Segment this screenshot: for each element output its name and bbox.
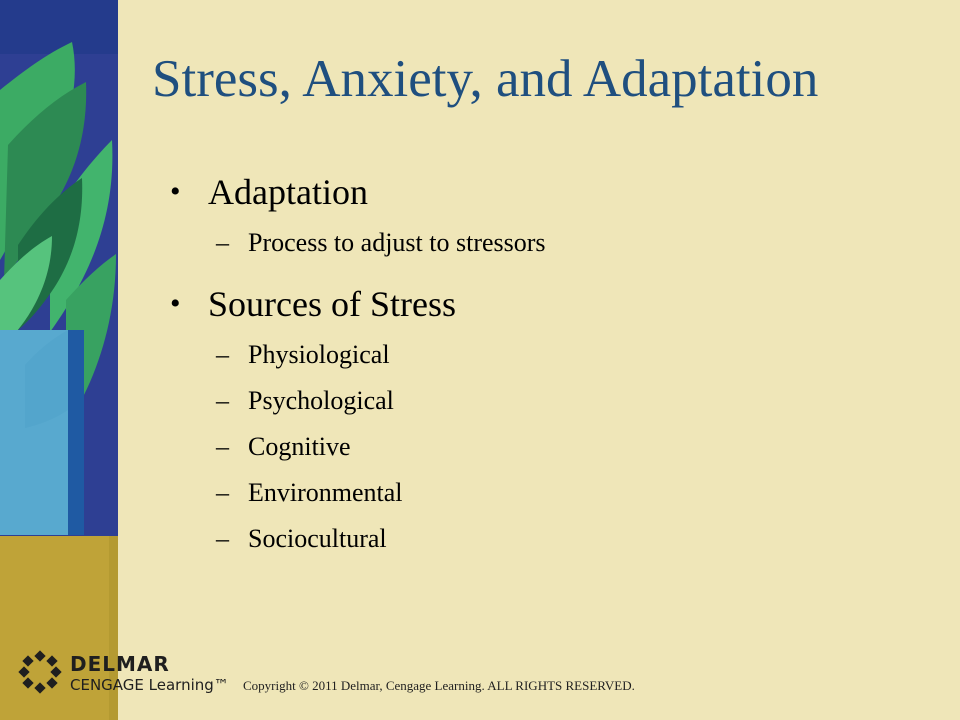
subitem-label: Cognitive bbox=[248, 432, 351, 461]
dash-icon: – bbox=[216, 524, 229, 553]
subitem-label: Psychological bbox=[248, 386, 394, 415]
logo-subwordmark-text: CENGAGE Learning bbox=[70, 676, 214, 694]
logo-subwordmark bbox=[70, 676, 229, 694]
dash-icon: – bbox=[216, 340, 229, 369]
slide-title: Stress, Anxiety, and Adaptation bbox=[152, 50, 819, 108]
dash-icon: – bbox=[216, 478, 229, 507]
logo-wordmark: DELMAR bbox=[70, 652, 170, 676]
bullet-icon: • bbox=[170, 287, 181, 320]
subitem-physiological bbox=[170, 332, 930, 378]
delmar-logo bbox=[18, 650, 238, 700]
subitem-sociocultural bbox=[170, 516, 930, 562]
copyright-text: Copyright © 2011 Delmar, Cengage Learning. ALL RIGHTS RESERVED. bbox=[243, 678, 635, 693]
subitem-psychological bbox=[170, 378, 930, 424]
dash-icon: – bbox=[216, 228, 229, 257]
subitem-environmental bbox=[170, 470, 930, 516]
sources-subitems bbox=[170, 332, 930, 562]
dash-icon: – bbox=[216, 386, 229, 415]
subitem-label: Physiological bbox=[248, 340, 390, 369]
subitem-label: Environmental bbox=[248, 478, 403, 507]
leaf-art-image bbox=[0, 0, 125, 720]
bullet-adaptation bbox=[170, 168, 930, 216]
dash-icon: – bbox=[216, 432, 229, 461]
decorative-side-panel bbox=[0, 0, 125, 720]
subitem-cognitive bbox=[170, 424, 930, 470]
slide-content bbox=[170, 168, 930, 576]
bullet-icon: • bbox=[170, 175, 181, 208]
subitem-process bbox=[170, 220, 930, 266]
subitem-label: Sociocultural bbox=[248, 524, 387, 553]
pinwheel-logo-icon bbox=[18, 650, 62, 694]
subitem-label: Process to adjust to stressors bbox=[248, 228, 546, 257]
bullet-label: Sources of Stress bbox=[208, 284, 456, 324]
trademark-symbol: ™ bbox=[213, 676, 229, 694]
bullet-sources-of-stress bbox=[170, 280, 930, 328]
adaptation-subitems bbox=[170, 220, 930, 266]
bullet-label: Adaptation bbox=[208, 172, 368, 212]
